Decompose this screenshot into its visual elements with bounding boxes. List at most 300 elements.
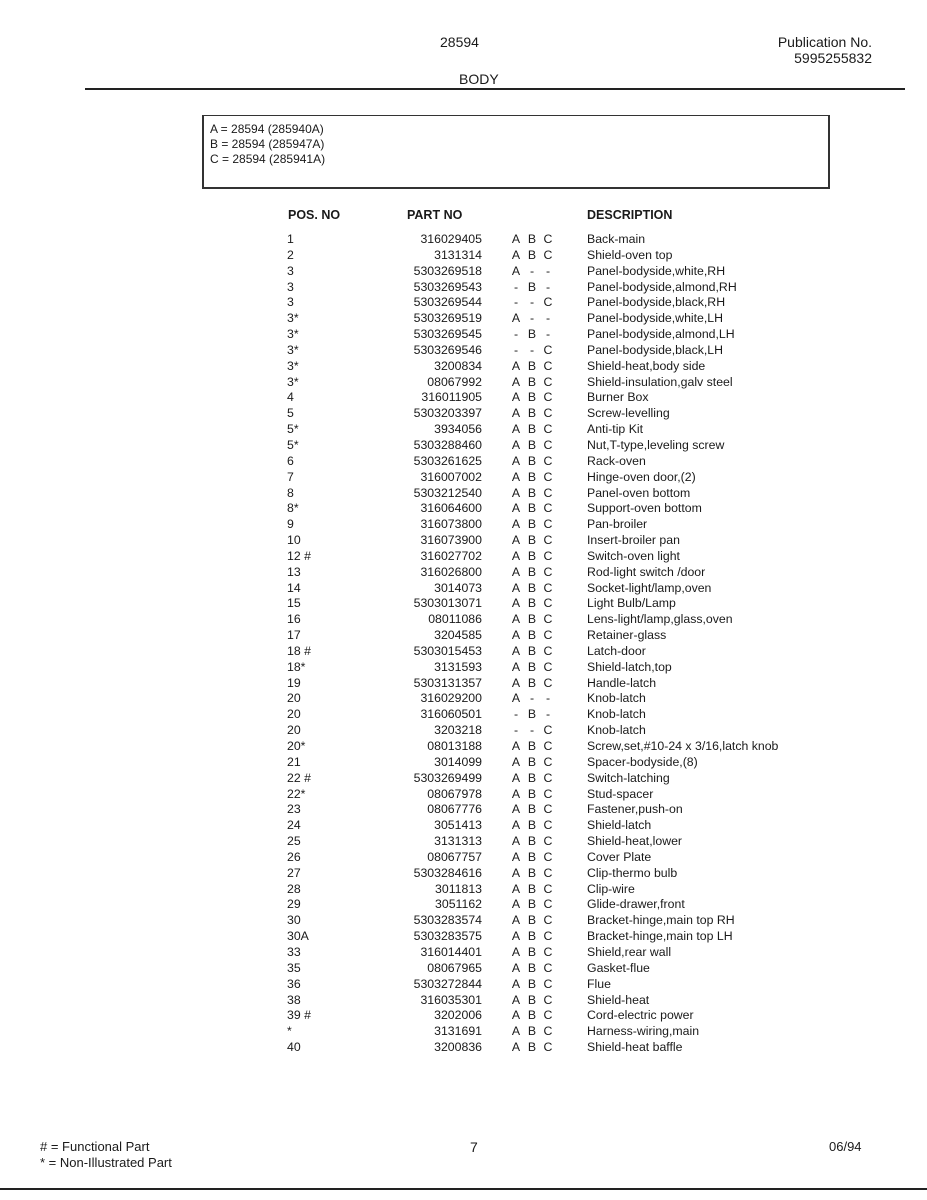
cell-part-no: 5303269543 (413, 279, 482, 294)
cell-model-a: A (511, 612, 521, 627)
cell-model-b: B (527, 580, 537, 595)
cell-description: Hinge-oven door,(2) (587, 469, 696, 484)
cell-part-no: 316073900 (420, 533, 482, 548)
cell-model-a: A (511, 1008, 521, 1023)
cell-model-b: B (527, 548, 537, 563)
cell-description: Harness-wiring,main (587, 1024, 700, 1039)
table-row (0, 755, 927, 771)
cell-pos-no: 20 (287, 723, 301, 738)
cell-part-no: 316035301 (420, 992, 482, 1007)
cell-description: Pan-broiler (587, 517, 648, 532)
cell-model-b: B (527, 279, 537, 294)
cell-description: Shield,rear wall (587, 944, 672, 959)
cell-model-b: B (527, 1040, 537, 1055)
table-row (0, 486, 927, 502)
cell-model-c: C (543, 770, 553, 785)
page-number: 7 (470, 1139, 478, 1155)
cell-pos-no: 6 (287, 453, 294, 468)
table-row (0, 771, 927, 787)
cell-description: Cover Plate (587, 849, 652, 864)
cell-model-a: A (511, 232, 521, 246)
cell-part-no: 08067757 (427, 849, 482, 864)
cell-model-c: - (545, 263, 551, 278)
cell-part-no: 5303288460 (413, 437, 482, 452)
cell-pos-no: 40 (287, 1040, 301, 1055)
cell-pos-no: 1 (287, 232, 294, 246)
cell-description: Lens-light/lamp,glass,oven (587, 612, 733, 627)
cell-model-b: B (527, 437, 537, 452)
cell-description: Panel-bodyside,black,RH (587, 295, 726, 310)
cell-part-no: 3051162 (435, 897, 482, 912)
table-row (0, 359, 927, 375)
cell-description: Rod-light switch /door (587, 564, 706, 579)
cell-model-a: A (511, 628, 521, 643)
cell-part-no: 08067992 (427, 374, 482, 389)
cell-description: Shield-heat (587, 992, 650, 1007)
cell-pos-no: 5* (287, 437, 299, 452)
cell-pos-no: 29 (287, 897, 301, 912)
cell-pos-no: 3* (287, 374, 299, 389)
cell-model-b: - (529, 263, 535, 278)
cell-pos-no: 3* (287, 311, 299, 326)
cell-part-no: 316060501 (420, 707, 482, 722)
cell-model-b: B (527, 406, 537, 421)
table-row (0, 343, 927, 359)
cell-model-b: B (527, 501, 537, 516)
cell-model-c: C (543, 976, 553, 991)
cell-part-no: 5303203397 (413, 406, 482, 421)
cell-pos-no: 39 # (287, 1008, 311, 1023)
table-row (0, 739, 927, 755)
cell-model-b: B (527, 564, 537, 579)
cell-model-c: C (543, 865, 553, 880)
cell-description: Switch-oven light (587, 548, 680, 563)
cell-model-c: C (543, 1008, 553, 1023)
cell-description: Cord-electric power (587, 1008, 694, 1023)
cell-pos-no: 35 (287, 960, 301, 975)
table-row (0, 787, 927, 803)
cell-part-no: 5303272844 (413, 976, 482, 991)
cell-description: Shield-latch,top (587, 659, 672, 674)
cell-pos-no: 36 (287, 976, 301, 991)
cell-model-c: - (545, 691, 551, 706)
cell-part-no: 316014401 (420, 944, 482, 959)
table-row (0, 993, 927, 1009)
cell-model-a: A (511, 643, 521, 658)
cell-pos-no: 19 (287, 675, 301, 690)
cell-model-a: A (511, 533, 521, 548)
table-row (0, 707, 927, 723)
cell-model-a: A (511, 992, 521, 1007)
cell-part-no: 5303269544 (413, 295, 482, 310)
cell-model-a: A (511, 976, 521, 991)
legend-line-b: B = 28594 (285947A) (210, 137, 325, 151)
cell-model-a: - (513, 723, 519, 738)
cell-model-c: C (543, 834, 553, 849)
cell-part-no: 5303269546 (413, 342, 482, 357)
cell-pos-no: 10 (287, 533, 301, 548)
cell-part-no: 3131314 (434, 247, 482, 262)
cell-model-c: - (545, 327, 551, 342)
cell-pos-no: 30 (287, 913, 301, 928)
model-legend-box (202, 115, 830, 189)
cell-description: Back-main (587, 232, 646, 246)
cell-pos-no: 22 # (287, 770, 311, 785)
cell-model-a: A (511, 849, 521, 864)
cell-description: Knob-latch (587, 723, 646, 738)
cell-description: Screw,set,#10-24 x 3/16,latch knob (587, 739, 779, 753)
cell-description: Panel-bodyside,white,LH (587, 311, 724, 326)
cell-pos-no: 27 (287, 865, 301, 880)
parts-table (0, 232, 927, 1056)
header-pos-no: POS. NO (288, 208, 341, 222)
table-row (0, 882, 927, 898)
cell-pos-no: 9 (287, 517, 294, 532)
cell-pos-no: 5 (287, 406, 294, 421)
table-row (0, 929, 927, 945)
cell-model-b: B (527, 818, 537, 833)
table-row (0, 1040, 927, 1056)
cell-description: Light Bulb/Lamp (587, 596, 676, 611)
table-row (0, 977, 927, 993)
cell-model-c: C (543, 580, 553, 595)
cell-model-a: A (511, 929, 521, 944)
cell-pos-no: 30A (287, 929, 309, 944)
cell-model-a: A (511, 802, 521, 817)
table-row (0, 390, 927, 406)
cell-part-no: 316026800 (420, 564, 482, 579)
cell-model-a: A (511, 311, 521, 326)
table-row (0, 802, 927, 818)
cell-pos-no: 18 # (287, 643, 311, 658)
cell-pos-no: 22* (287, 786, 306, 801)
cell-model-b: B (527, 453, 537, 468)
cell-model-c: C (543, 548, 553, 563)
cell-model-c: C (543, 992, 553, 1007)
cell-pos-no: 24 (287, 818, 301, 833)
cell-description: Support-oven bottom (587, 501, 702, 516)
cell-description: Bracket-hinge,main top RH (587, 913, 735, 928)
cell-pos-no: 14 (287, 580, 301, 595)
table-row (0, 406, 927, 422)
table-row (0, 327, 927, 343)
cell-part-no: 316029405 (420, 232, 482, 246)
cell-model-b: B (527, 390, 537, 405)
cell-pos-no: 13 (287, 564, 301, 579)
cell-model-b: B (527, 628, 537, 643)
cell-model-a: A (511, 501, 521, 516)
cell-part-no: 5303015453 (413, 643, 482, 658)
cell-description: Rack-oven (587, 453, 646, 468)
cell-part-no: 316011905 (421, 390, 482, 405)
table-row (0, 676, 927, 692)
cell-model-c: - (545, 311, 551, 326)
cell-description: Screw-levelling (587, 406, 670, 421)
cell-part-no: 3051413 (434, 818, 482, 833)
cell-model-c: C (543, 818, 553, 833)
cell-pos-no: * (287, 1024, 292, 1039)
footer-note-functional: # = Functional Part (40, 1139, 150, 1154)
cell-model-a: A (511, 548, 521, 563)
table-row (0, 628, 927, 644)
cell-model-c: C (543, 643, 553, 658)
cell-model-c: C (543, 739, 553, 753)
publication-info (778, 34, 872, 66)
cell-part-no: 3014099 (434, 754, 482, 769)
legend-line-a: A = 28594 (285940A) (210, 122, 324, 136)
table-row (0, 454, 927, 470)
cell-description: Shield-latch (587, 818, 652, 833)
table-row (0, 581, 927, 597)
cell-pos-no: 7 (287, 469, 294, 484)
cell-description: Anti-tip Kit (587, 422, 644, 437)
cell-model-a: - (513, 295, 519, 310)
cell-model-a: A (511, 1024, 521, 1039)
cell-part-no: 3204585 (434, 628, 482, 643)
table-row (0, 517, 927, 533)
cell-model-c: C (543, 485, 553, 500)
table-row (0, 375, 927, 391)
cell-pos-no: 8* (287, 501, 299, 516)
cell-pos-no: 16 (287, 612, 301, 627)
cell-model-b: B (527, 1024, 537, 1039)
cell-model-b: B (527, 358, 537, 373)
cell-model-b: B (527, 770, 537, 785)
cell-model-b: B (527, 944, 537, 959)
cell-part-no: 5303269499 (413, 770, 482, 785)
cell-model-a: - (513, 342, 519, 357)
cell-model-a: A (511, 437, 521, 452)
cell-pos-no: 33 (287, 944, 301, 959)
cell-model-c: C (543, 802, 553, 817)
cell-model-a: A (511, 580, 521, 595)
cell-pos-no: 2 (287, 247, 294, 262)
cell-model-a: A (511, 517, 521, 532)
cell-part-no: 08067978 (427, 786, 482, 801)
cell-model-c: C (543, 612, 553, 627)
cell-model-c: C (543, 628, 553, 643)
cell-description: Handle-latch (587, 675, 657, 690)
cell-model-a: A (511, 691, 521, 706)
table-row (0, 422, 927, 438)
table-row (0, 533, 927, 549)
header-divider (85, 88, 905, 90)
cell-pos-no: 20 (287, 707, 301, 722)
cell-part-no: 5303131357 (413, 675, 482, 690)
cell-model-a: A (511, 263, 521, 278)
cell-model-b: B (527, 469, 537, 484)
cell-model-c: C (543, 453, 553, 468)
table-row (0, 232, 927, 248)
cell-model-a: A (511, 865, 521, 880)
cell-model-b: B (527, 976, 537, 991)
cell-description: Shield-oven top (587, 247, 673, 262)
cell-pos-no: 3* (287, 342, 299, 357)
cell-model-a: A (511, 406, 521, 421)
cell-pos-no: 26 (287, 849, 301, 864)
cell-model-c: C (543, 517, 553, 532)
table-row (0, 501, 927, 517)
cell-description: Shield-heat baffle (587, 1040, 683, 1055)
cell-model-a: A (511, 739, 521, 753)
cell-model-a: - (513, 327, 519, 342)
cell-description: Gasket-flue (587, 960, 650, 975)
cell-part-no: 08067965 (427, 960, 482, 975)
cell-model-b: B (527, 247, 537, 262)
cell-model-a: A (511, 564, 521, 579)
cell-description: Latch-door (587, 643, 646, 658)
cell-model-c: C (543, 1024, 553, 1039)
cell-model-a: A (511, 754, 521, 769)
cell-model-b: B (527, 675, 537, 690)
cell-pos-no: 28 (287, 881, 301, 896)
cell-model-c: C (543, 786, 553, 801)
cell-part-no: 08011086 (428, 612, 482, 627)
cell-model-b: B (527, 612, 537, 627)
cell-model-b: B (527, 1008, 537, 1023)
table-row (0, 691, 927, 707)
cell-model-c: C (543, 342, 553, 357)
header-part-no: PART NO (407, 208, 463, 222)
cell-description: Flue (587, 976, 611, 991)
cell-model-c: C (543, 913, 553, 928)
cell-model-c: C (543, 596, 553, 611)
cell-part-no: 316029200 (420, 691, 482, 706)
cell-model-a: A (511, 390, 521, 405)
table-row (0, 565, 927, 581)
footer-notes (40, 1139, 172, 1171)
cell-model-b: B (527, 849, 537, 864)
cell-pos-no: 25 (287, 834, 301, 849)
cell-part-no: 5303284616 (413, 865, 482, 880)
cell-part-no: 3131593 (434, 659, 482, 674)
cell-pos-no: 23 (287, 802, 301, 817)
table-row (0, 913, 927, 929)
cell-model-b: B (527, 960, 537, 975)
cell-part-no: 5303013071 (413, 596, 482, 611)
cell-model-c: C (543, 1040, 553, 1055)
cell-model-a: A (511, 770, 521, 785)
cell-model-a: A (511, 247, 521, 262)
cell-model-c: C (543, 406, 553, 421)
table-row (0, 248, 927, 264)
cell-description: Knob-latch (587, 691, 646, 706)
cell-model-c: - (545, 279, 551, 294)
cell-model-c: C (543, 659, 553, 674)
cell-model-c: C (543, 358, 553, 373)
table-row (0, 596, 927, 612)
cell-part-no: 5303212540 (413, 485, 482, 500)
legend-line-c: C = 28594 (285941A) (210, 152, 326, 166)
cell-description: Panel-oven bottom (587, 485, 691, 500)
cell-description: Socket-light/lamp,oven (587, 580, 712, 595)
cell-part-no: 316007002 (420, 469, 482, 484)
cell-model-b: B (527, 834, 537, 849)
table-row (0, 897, 927, 913)
model-number: 28594 (440, 34, 479, 50)
cell-part-no: 3203218 (434, 723, 482, 738)
cell-pos-no: 5* (287, 422, 299, 437)
cell-model-a: A (511, 881, 521, 896)
cell-model-b: B (527, 913, 537, 928)
cell-model-a: A (511, 659, 521, 674)
cell-pos-no: 3* (287, 358, 299, 373)
cell-part-no: 5303283575 (413, 929, 482, 944)
cell-part-no: 3131313 (434, 834, 482, 849)
table-row (0, 945, 927, 961)
cell-description: Retainer-glass (587, 628, 667, 643)
cell-part-no: 08067776 (427, 802, 482, 817)
cell-pos-no: 8 (287, 485, 294, 500)
table-row (0, 723, 927, 739)
cell-model-b: B (527, 232, 537, 246)
cell-model-b: B (527, 533, 537, 548)
cell-model-a: A (511, 675, 521, 690)
cell-pos-no: 3 (287, 295, 294, 310)
cell-part-no: 316027702 (420, 548, 482, 563)
cell-model-c: C (543, 564, 553, 579)
cell-model-c: C (543, 723, 553, 738)
cell-model-a: A (511, 834, 521, 849)
table-row (0, 549, 927, 565)
cell-model-c: C (543, 675, 553, 690)
cell-model-c: C (543, 533, 553, 548)
cell-model-a: A (511, 818, 521, 833)
cell-pos-no: 20 (287, 691, 301, 706)
cell-model-b: B (527, 422, 537, 437)
publication-date: 06/94 (829, 1139, 862, 1154)
cell-pos-no: 3 (287, 263, 294, 278)
cell-model-a: A (511, 897, 521, 912)
cell-model-a: A (511, 469, 521, 484)
cell-model-b: B (527, 754, 537, 769)
table-row (0, 311, 927, 327)
cell-pos-no: 17 (287, 628, 301, 643)
cell-model-b: B (527, 517, 537, 532)
cell-description: Spacer-bodyside,(8) (587, 754, 698, 769)
cell-description: Burner Box (587, 390, 649, 405)
cell-description: Shield-heat,body side (587, 358, 706, 373)
cell-part-no: 3200836 (434, 1040, 482, 1055)
cell-model-a: A (511, 358, 521, 373)
cell-model-a: A (511, 913, 521, 928)
cell-model-c: C (543, 944, 553, 959)
cell-model-b: B (527, 659, 537, 674)
cell-model-c: C (543, 849, 553, 864)
cell-description: Knob-latch (587, 707, 646, 722)
table-row (0, 866, 927, 882)
cell-pos-no: 38 (287, 992, 301, 1007)
cell-model-c: C (543, 960, 553, 975)
cell-description: Panel-bodyside,black,LH (587, 342, 724, 357)
table-row (0, 470, 927, 486)
cell-pos-no: 21 (287, 754, 301, 769)
footer-divider (0, 1188, 927, 1190)
cell-pos-no: 18* (287, 659, 306, 674)
cell-part-no: 08013188 (427, 739, 482, 753)
cell-model-c: C (543, 437, 553, 452)
cell-part-no: 5303269518 (413, 263, 482, 278)
cell-model-b: B (527, 739, 537, 753)
cell-description: Bracket-hinge,main top LH (587, 929, 733, 944)
header-description: DESCRIPTION (587, 208, 673, 222)
cell-model-c: C (543, 881, 553, 896)
cell-description: Clip-wire (587, 881, 635, 896)
cell-description: Shield-heat,lower (587, 834, 683, 849)
cell-description: Clip-thermo bulb (587, 865, 678, 880)
cell-model-b: B (527, 596, 537, 611)
cell-part-no: 5303261625 (413, 453, 482, 468)
